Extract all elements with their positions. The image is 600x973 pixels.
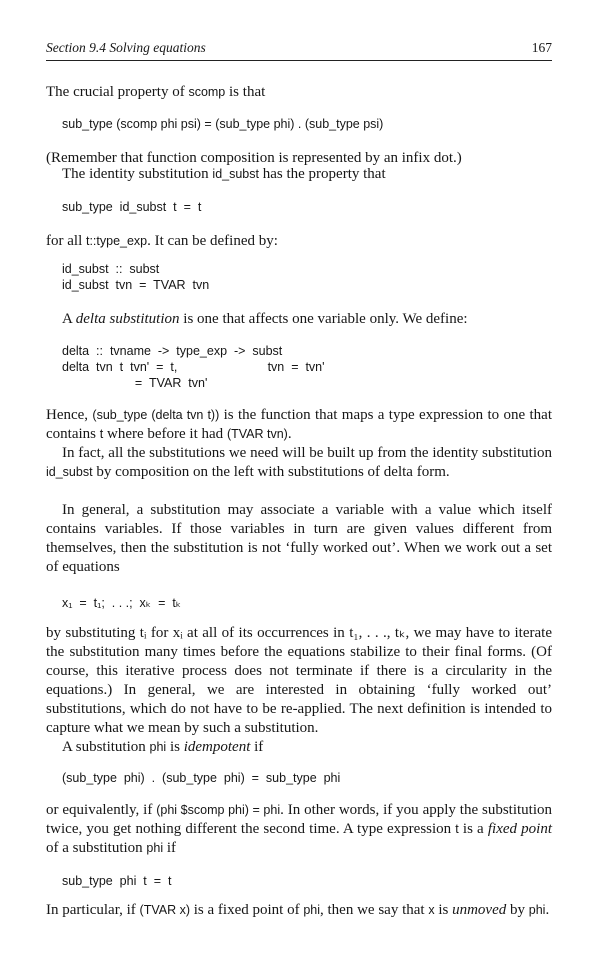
running-header: [46, 40, 552, 61]
code-id-subst-line-1: id_subst :: subst: [62, 262, 160, 276]
paragraph-remember: (Remember that function composition is represented by an infix dot.): [46, 150, 462, 166]
section-title: Section 9.4 Solving equations: [46, 40, 206, 55]
emphasis: idempotent: [183, 739, 251, 755]
inline-code: scomp: [188, 85, 226, 99]
paragraph-equivalently: or equivalently, if (phi $scomp phi) = phi. In other words, if you apply the substitution twice, you get nothing different the second time. A type expression t is a fixed point of a substitution phi if: [46, 802, 552, 856]
paragraph-in-fact: In fact, all the substitutions we need will be built up from the identity substitution id_subst by composition on the left with substitutions of delta form.: [46, 445, 552, 480]
page-number: 167: [531, 40, 552, 55]
paragraph-for-all: for all t::type_exp. It can be defined by:: [46, 233, 278, 249]
emphasis: unmoved: [452, 902, 507, 918]
code-idempotent-law: (sub_type phi) . (sub_type phi) = sub_type phi: [62, 771, 341, 785]
inline-code: t::type_exp: [85, 234, 148, 248]
code-fixed-point-law: sub_type phi t = t: [62, 874, 172, 888]
emphasis: fixed point: [487, 821, 552, 837]
code-identity-law: sub_type id_subst t = t: [62, 200, 202, 214]
paragraph-in-particular: In particular, if (TVAR x) is a fixed point of phi, then we say that x is unmoved by phi.: [46, 902, 550, 918]
code-scomp-law: sub_type (scomp phi psi) = (sub_type phi) . (sub_type psi): [62, 117, 384, 131]
code-id-subst-line-2: id_subst tvn = TVAR tvn: [62, 278, 210, 292]
emphasis: delta substitution: [75, 311, 180, 327]
paragraph-scomp-property: The crucial property of scomp is that: [46, 84, 266, 100]
paragraph-hence: Hence, (sub_type (delta tvn t)) is the function that maps a type expression to one that contains t where before it had (TVAR tvn).: [46, 407, 552, 442]
paragraph-identity-substitution: The identity substitution id_subst has the property that: [62, 166, 386, 182]
code-delta-line-2: delta tvn t tvn' = t, tvn = tvn': [62, 360, 325, 374]
code-equations: x₁ = t₁; . . .; xₖ = tₖ: [62, 596, 182, 610]
inline-code: id_subst: [212, 167, 259, 181]
paragraph-delta-substitution: A delta substitution is one that affects one variable only. We define:: [62, 311, 468, 327]
paragraph-by-substituting: by substituting tᵢ for xᵢ at all of its occurrences in t₁, . . ., tₖ, we may have to iterate the substitution many times before the equations stabilize to their final forms. (Of course, this iterative process does not terminate if there is a circularity in the equations.) In general, we are interested in obtaining ‘fully worked out’ substitutions, which do not have to be re-applied. The next definition is intended to capture what we mean by such a substitution.: [46, 625, 552, 736]
code-delta-line-1: delta :: tvname -> type_exp -> subst: [62, 344, 283, 358]
paragraph-in-general: In general, a substitution may associate a variable with a value which itself contains variables. If those variables in turn are given values different from themselves, then the substitution is not ‘fully worked out’. When we work out a set of equations: [46, 502, 552, 575]
code-delta-line-3: = TVAR tvn': [62, 376, 208, 390]
paragraph-idempotent: A substitution phi is idempotent if: [62, 739, 264, 755]
